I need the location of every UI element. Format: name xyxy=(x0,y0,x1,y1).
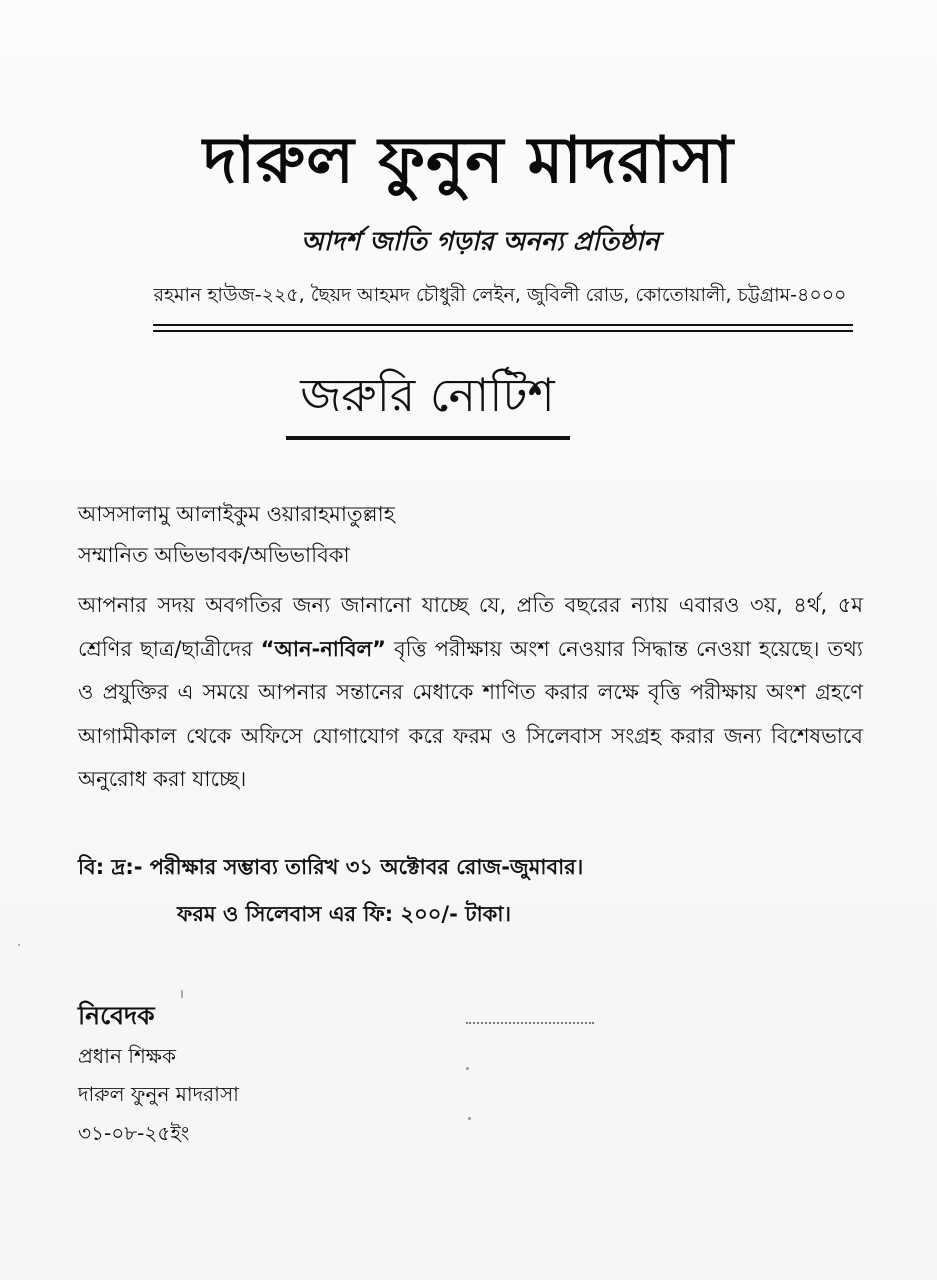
body-text-part2: বৃত্তি পরীক্ষায় অংশ নেওয়ার সিদ্ধান্ত নেওয়া হয়েছে। তথ্য ও প্রযুক্তির এ সময়ে আপনার সন্তানের মেধাকে শাণিত করার লক্ষে বৃত্তি পরীক্ষায় অংশ গ্রহণে আগামীকাল থেকে অফিসে যোগাযোগ করে ফরম ও সিলেবাস সংগ্রহ করার জন্য বিশেষভাবে অনুরোধ করা যাচ্ছে। xyxy=(78,636,863,791)
note-exam-date: বি: দ্র:- পরীক্ষার সম্ভাব্য তারিখ ৩১ অক্টোবর রোজ-জুমাবার। xyxy=(78,855,584,879)
madrasa-address: রহমান হাউজ-২২৫, ছৈয়দ আহমদ চৌধুরী লেইন, জুবিলী রোড, কোতোয়ালী, চট্টগ্রাম-৪০০০ xyxy=(153,284,847,306)
faint-dotted-mark xyxy=(466,1022,594,1024)
paper-speck xyxy=(18,944,20,946)
body-text-part1: আপনার সদয় অবগতির জন্য জানানো যাচ্ছে যে, প্রতি বছরের ন্যায় এবারও ৩য়, ৪র্থ, ৫ম শ্রেণির ছাত্র/ছাত্রীদের xyxy=(78,593,863,661)
header-divider-bottom xyxy=(153,330,853,332)
signer-organization: দারুল ফুনুন মাদরাসা xyxy=(78,1082,239,1106)
note-form-fee: ফরম ও সিলেবাস এর ফি: ২০০/- টাকা। xyxy=(177,902,511,926)
paper-speck xyxy=(468,1117,471,1120)
notice-body-paragraph xyxy=(78,584,863,802)
addressee-line: সম্মানিত অভিভাবক/অভিভাবিকা xyxy=(78,543,350,567)
madrasa-name: দারুল ফুনুন মাদরাসা xyxy=(202,123,735,198)
scholarship-name: “আন-নাবিল” xyxy=(260,636,386,661)
greeting-line: আসসালামু আলাইকুম ওয়ারাহমাতুল্লাহ xyxy=(78,502,395,526)
notice-title: জরুরি নোটিশ xyxy=(300,368,555,422)
header-divider-top xyxy=(153,324,853,326)
signer-role: প্রধান শিক্ষক xyxy=(78,1044,176,1068)
notice-title-underline xyxy=(286,436,570,440)
madrasa-tagline: আদর্শ জাতি গড়ার অনন্য প্রতিষ্ঠান xyxy=(300,227,660,257)
paper-speck xyxy=(181,990,183,998)
paper-speck xyxy=(466,1067,469,1070)
signer-heading: নিবেদক xyxy=(78,1001,155,1030)
signer-date: ৩১-০৮-২৫ইং xyxy=(78,1121,190,1145)
